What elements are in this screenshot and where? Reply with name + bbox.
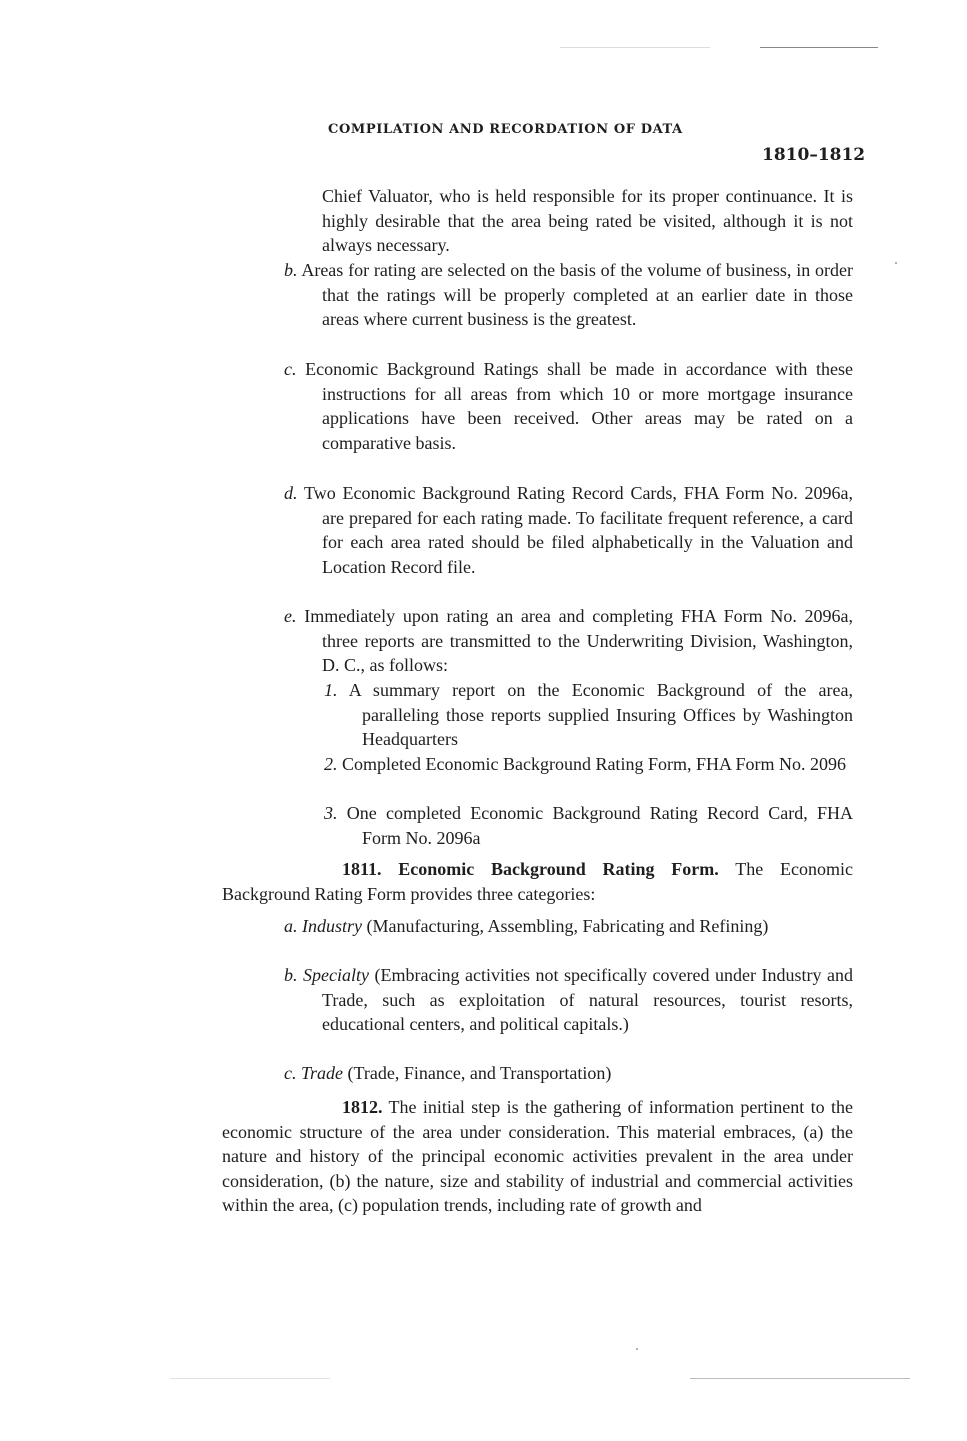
list-item-e xyxy=(284,604,853,678)
list-item-text: Areas for rating are selected on the basis of the volume of business, in order that the ratings will be properly completed at an earlier date in those areas where current business is the greatest. xyxy=(301,260,853,330)
sub-item-1 xyxy=(324,678,853,752)
scan-speck xyxy=(636,1348,638,1350)
list-marker: c. xyxy=(284,1063,297,1083)
sub-list-marker: 1. xyxy=(324,680,338,700)
list-marker: d. xyxy=(284,483,298,503)
sub-item-2 xyxy=(324,752,853,777)
category-text: (Manufacturing, Assembling, Fabricating and Refining) xyxy=(366,916,769,936)
section-1811-item-a xyxy=(284,914,853,939)
section-1811-item-c xyxy=(284,1061,853,1086)
list-marker: b. xyxy=(284,965,298,985)
list-marker: e. xyxy=(284,606,297,626)
category-term: Trade xyxy=(301,1063,344,1083)
section-1812-paragraph xyxy=(222,1095,853,1218)
list-marker: b. xyxy=(284,260,298,280)
sub-item-text: A summary report on the Economic Background of the area, paralleling those reports supplied Insuring Offices by Washington Headquarters xyxy=(348,680,853,750)
list-marker: c. xyxy=(284,359,297,379)
sub-list-marker: 3. xyxy=(324,803,338,823)
section-range: 1810–1812 xyxy=(762,145,866,165)
list-item-text: Economic Background Ratings shall be made in accordance with these instructions for all areas from which 10 or more mortgage insurance applications have been received. Other areas may be rated on a comparative basis. xyxy=(305,359,853,453)
section-1811-heading: 1811. Economic Background Rating Form. xyxy=(342,859,719,879)
list-item-c xyxy=(284,357,853,455)
scan-artifact-bottom-left xyxy=(170,1378,330,1379)
scan-artifact-top xyxy=(760,47,878,48)
running-head: COMPILATION AND RECORDATION OF DATA xyxy=(328,122,683,137)
section-1811-paragraph xyxy=(222,857,853,906)
category-text: (Trade, Finance, and Transportation) xyxy=(347,1063,612,1083)
scan-artifact-bottom xyxy=(690,1378,910,1379)
section-1812-text: The initial step is the gathering of information pertinent to the economic structure of the area under consideration. This material embraces, (a) the nature and history of the principal economic activities prevalent in the area under consideration, (b) the nature, size and stability of industrial and commercial activities within the area, (c) population trends, including rate of growth and xyxy=(222,1097,853,1216)
list-item-text: Immediately upon rating an area and completing FHA Form No. 2096a, three reports are transmitted to the Underwriting Division, Washington, D. C., as follows: xyxy=(304,606,854,676)
section-1811-item-b xyxy=(284,963,853,1037)
sub-list-marker: 2. xyxy=(324,754,338,774)
category-term: Specialty xyxy=(303,965,370,985)
sub-item-text: One completed Economic Background Rating Record Card, FHA Form No. 2096a xyxy=(346,803,853,848)
category-text: (Embracing activities not specifically covered under Industry and Trade, such as exploitation of natural resources, tourist resorts, educational centers, and political capitals.) xyxy=(322,965,854,1035)
scan-speck xyxy=(895,262,897,264)
section-1812-number: 1812. xyxy=(342,1097,383,1117)
continuation-text: Chief Valuator, who is held responsible for its proper continuance. It is highly desirable that the area being rated be visited, although it is not always necessary. xyxy=(322,186,853,256)
scan-artifact-top-faint xyxy=(560,47,710,48)
category-term: Industry xyxy=(302,916,362,936)
list-item-b xyxy=(284,258,853,332)
sub-item-text: Completed Economic Background Rating Form, FHA Form No. 2096 xyxy=(342,754,846,774)
list-marker: a. xyxy=(284,916,298,936)
list-item-text: Two Economic Background Rating Record Cards, FHA Form No. 2096a, are prepared for each rating made. To facilitate frequent reference, a card for each area rated should be filed alphabetically in the Valuation and Location Record file. xyxy=(303,483,854,577)
sub-item-3 xyxy=(324,801,853,850)
list-item-d xyxy=(284,481,853,579)
continuation-paragraph xyxy=(322,184,853,258)
section-1811-text: The Economic Background Rating Form provides three categories: xyxy=(222,859,853,904)
